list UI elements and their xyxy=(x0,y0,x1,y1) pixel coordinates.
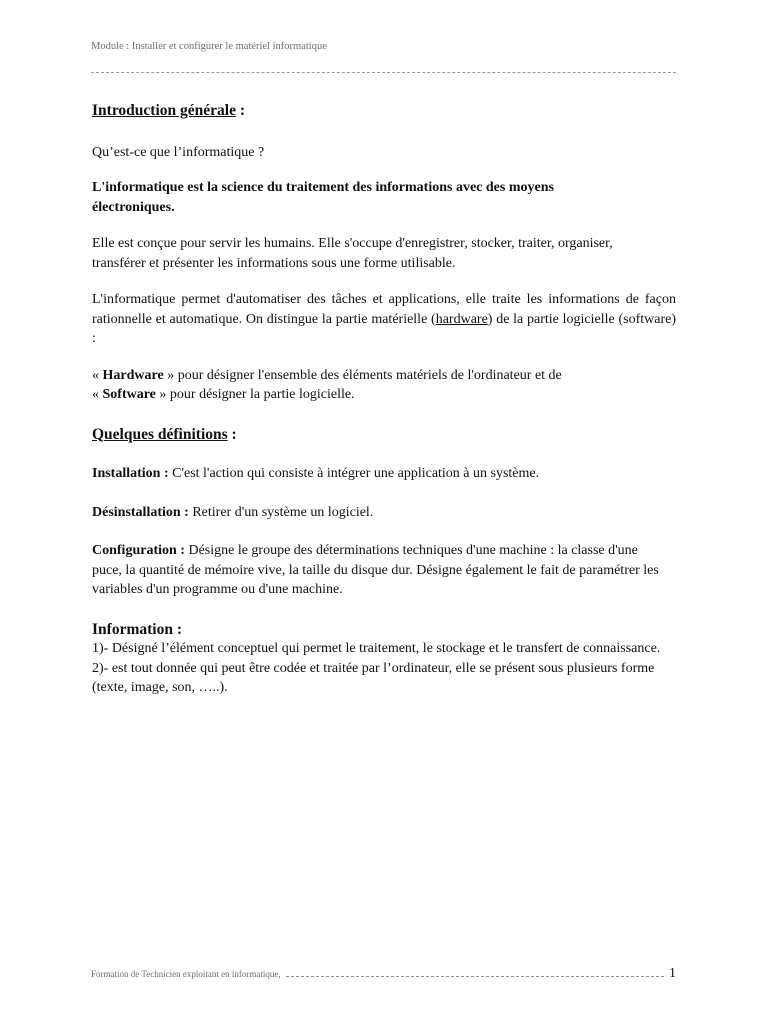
desinstallation-definition xyxy=(92,503,676,523)
intro-question: Qu’est-ce que l’informatique ? xyxy=(92,144,265,160)
hardware-description: » pour désigner l'ensemble des éléments matériels de l'ordinateur et de xyxy=(163,367,562,383)
intro-heading-text: Introduction générale xyxy=(92,102,236,119)
hardware-term: Hardware xyxy=(102,367,164,383)
intro-paragraph-2-end: ) de la partie logicielle (software) : xyxy=(92,311,676,346)
information-heading: Information : xyxy=(92,620,182,638)
page-header: Module : Installer et configurer le matériel informatique xyxy=(91,41,327,52)
hardware-line xyxy=(92,366,676,386)
footer-text: Formation de Technicien exploitant en informatique, xyxy=(91,969,281,979)
intro-paragraph-1: Elle est conçue pour servir les humains. Elle s'occupe d'enregistrer, stocker, traiter, organiser, transférer et présenter les informations sous une forme utilisable. xyxy=(92,236,613,271)
intro-heading-colon: : xyxy=(235,102,245,119)
configuration-text: Désigne le groupe des déterminations techniques d'une machine : la classe d'une puce, la quantité de mémoire vive, la taille du disque dur. Désigne également le fait de paramétrer les variables d'un programme ou d'une machine. xyxy=(92,543,659,597)
header-divider xyxy=(91,72,676,73)
intro-heading xyxy=(92,101,676,121)
software-term: Software xyxy=(102,387,156,402)
hardware-open-quote: « xyxy=(92,367,103,383)
desinstallation-term: Désinstallation : xyxy=(92,504,189,520)
configuration-definition xyxy=(92,541,664,600)
information-item-1: 1)- Désigné l’élément conceptuel qui permet le traitement, le stockage et le transfert de connaissance. xyxy=(92,641,661,656)
installation-text: C'est l'action qui consiste à intégrer une application à un système. xyxy=(168,466,540,481)
document-body xyxy=(92,101,676,698)
software-line xyxy=(92,385,676,405)
configuration-term: Configuration : xyxy=(92,543,185,558)
information-item-2: 2)- est tout donnée qui peut être codée et traitée par l’ordinateur, elle se présent sous plusieurs forme (texte, image, son, …..). xyxy=(92,660,655,695)
intro-paragraph-2 xyxy=(92,290,676,349)
page-footer xyxy=(91,966,676,980)
software-open-quote: « xyxy=(92,387,103,402)
desinstallation-text: Retirer d'un système un logiciel. xyxy=(188,504,374,520)
definitions-heading-text: Quelques définitions xyxy=(92,425,228,443)
intro-definition: L'informatique est la science du traitement des informations avec des moyens électroniques. xyxy=(92,180,554,215)
definitions-heading xyxy=(92,425,676,445)
footer-divider xyxy=(286,969,664,977)
intro-paragraph-2-start: L'informatique permet d'automatiser des tâches et applications, elle traite les informations de façon rationnelle et automatique. On distingue la partie matérielle ( xyxy=(92,292,676,327)
page-number: 1 xyxy=(669,966,676,981)
hardware-term-underlined: hardware xyxy=(435,311,488,327)
installation-definition xyxy=(92,464,676,484)
definitions-heading-colon: : xyxy=(227,425,237,443)
software-description: » pour désigner la partie logicielle. xyxy=(155,387,355,402)
installation-term: Installation : xyxy=(92,466,169,481)
